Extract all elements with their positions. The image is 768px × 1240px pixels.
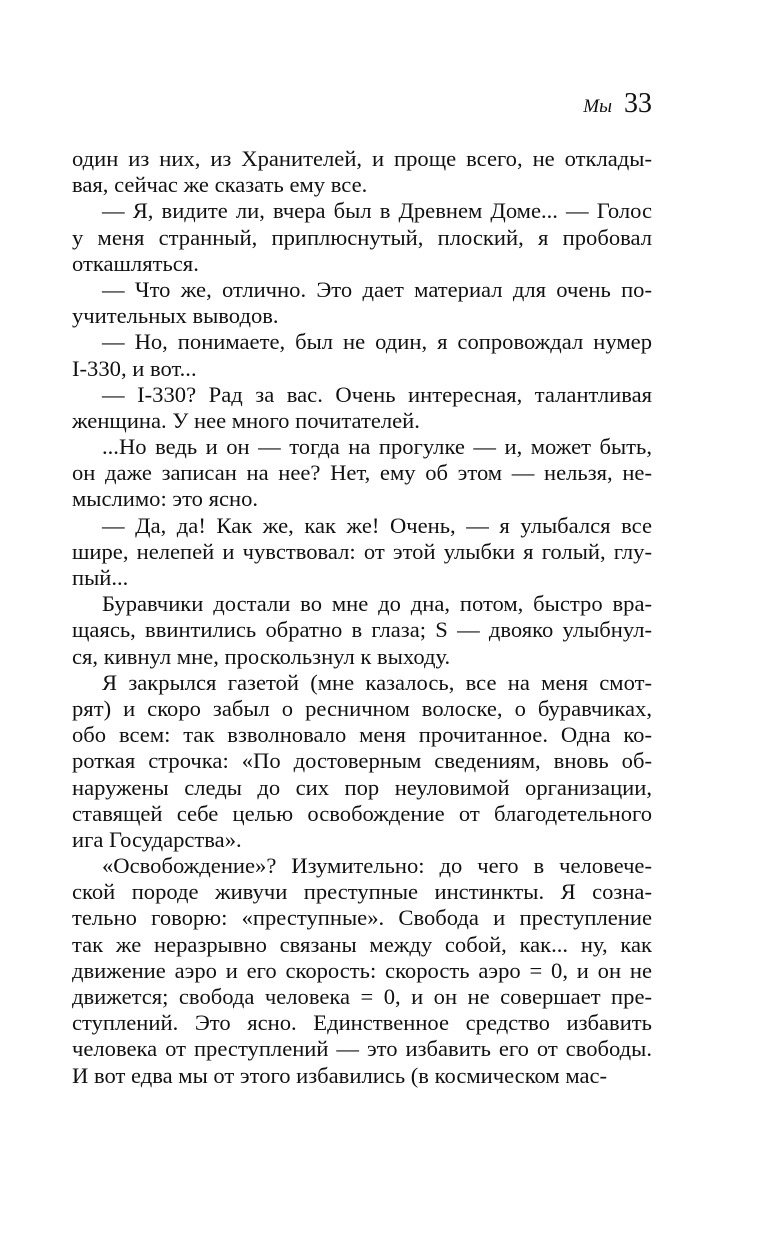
text-line: ...Но ведь и он — тогда на прогулке — и, может быть, <box>102 434 652 460</box>
text-line: ся, кивнул мне, проскользнул к выходу. <box>72 643 451 669</box>
text-line: движение аэро и его скорость: скорость аэро = 0, и он не <box>72 957 652 983</box>
paragraph <box>72 277 652 329</box>
text-line: откашляться. <box>72 250 199 276</box>
paragraph <box>72 670 652 853</box>
text-line: ступлений. Это ясно. Единственное средство избавить <box>72 1010 652 1036</box>
text-line: щаясь, ввинтились обратно в глаза; S — двояко улыбнул- <box>72 617 652 643</box>
book-title: Мы <box>583 96 612 117</box>
text-line: — Я, видите ли, вчера был в Древнем Доме... — Голос <box>102 198 652 224</box>
body-text <box>72 146 652 1089</box>
text-line: пый... <box>72 565 129 590</box>
text-line: — Но, понимаете, был не один, я сопровождал нумер <box>102 329 652 355</box>
text-line: шире, нелепей и чувствовал: от этой улыбки я голый, глу- <box>72 538 652 564</box>
paragraph <box>72 329 652 381</box>
paragraph <box>72 853 652 1089</box>
text-line: И вот едва мы от этого избавились (в космическом мас- <box>72 1062 608 1088</box>
page-number: 33 <box>624 88 652 119</box>
text-line: ской породе живучи преступные инстинкты. Я созна- <box>72 879 652 905</box>
text-line: человека от преступлений — это избавить его от свободы. <box>72 1036 652 1062</box>
paragraph <box>72 146 652 198</box>
text-line: мыслимо: это ясно. <box>72 486 259 512</box>
text-line: один из них, из Хранителей, и проще всего, не отклады- <box>72 146 652 171</box>
text-line: роткая строчка: «По достоверным сведениям, вновь об- <box>72 748 652 774</box>
text-line: Буравчики достали во мне до дна, потом, быстро вра- <box>102 591 652 617</box>
paragraph <box>72 382 652 434</box>
text-line: так же неразрывно связаны между собой, как... ну, как <box>72 931 652 957</box>
text-line: наружены следы до сих пор неуловимой организации, <box>72 774 652 800</box>
running-header <box>72 88 652 124</box>
text-line: женщина. У нее много почитателей. <box>72 407 420 433</box>
text-line: у меня странный, приплюснутый, плоский, я пробовал <box>72 224 652 250</box>
text-line: «Освобождение»? Изумительно: до чего в человече- <box>102 853 652 879</box>
text-line: ига Государства». <box>72 826 242 852</box>
paragraph <box>72 513 652 592</box>
text-line: тельно говорю: «преступные». Свобода и преступление <box>72 905 652 931</box>
text-line: движется; свобода человека = 0, и он не совершает пре- <box>72 984 652 1009</box>
paragraph <box>72 198 652 277</box>
text-line: он даже записан на нее? Нет, ему об этом — нельзя, не- <box>72 460 652 486</box>
text-line: ставящей себе целью освобождение от благодетельного <box>72 800 652 826</box>
text-line: I-330, и вот... <box>72 355 197 381</box>
text-line: рят) и скоро забыл о ресничном волоске, о буравчиках, <box>72 695 652 721</box>
text-line: обо всем: так взволновало меня прочитанное. Одна ко- <box>72 722 652 748</box>
text-line: — Что же, отлично. Это дает материал для очень по- <box>102 276 652 302</box>
text-line: вая, сейчас же сказать ему все. <box>72 172 368 198</box>
text-line: Я закрылся газетой (мне казалось, все на меня смот- <box>102 669 652 695</box>
paragraph <box>72 591 652 670</box>
text-line: учительных выводов. <box>72 303 279 329</box>
text-line: — I-330? Рад за вас. Очень интересная, талантливая <box>102 381 652 407</box>
text-line: — Да, да! Как же, как же! Очень, — я улыбался все <box>102 512 652 538</box>
paragraph <box>72 434 652 513</box>
